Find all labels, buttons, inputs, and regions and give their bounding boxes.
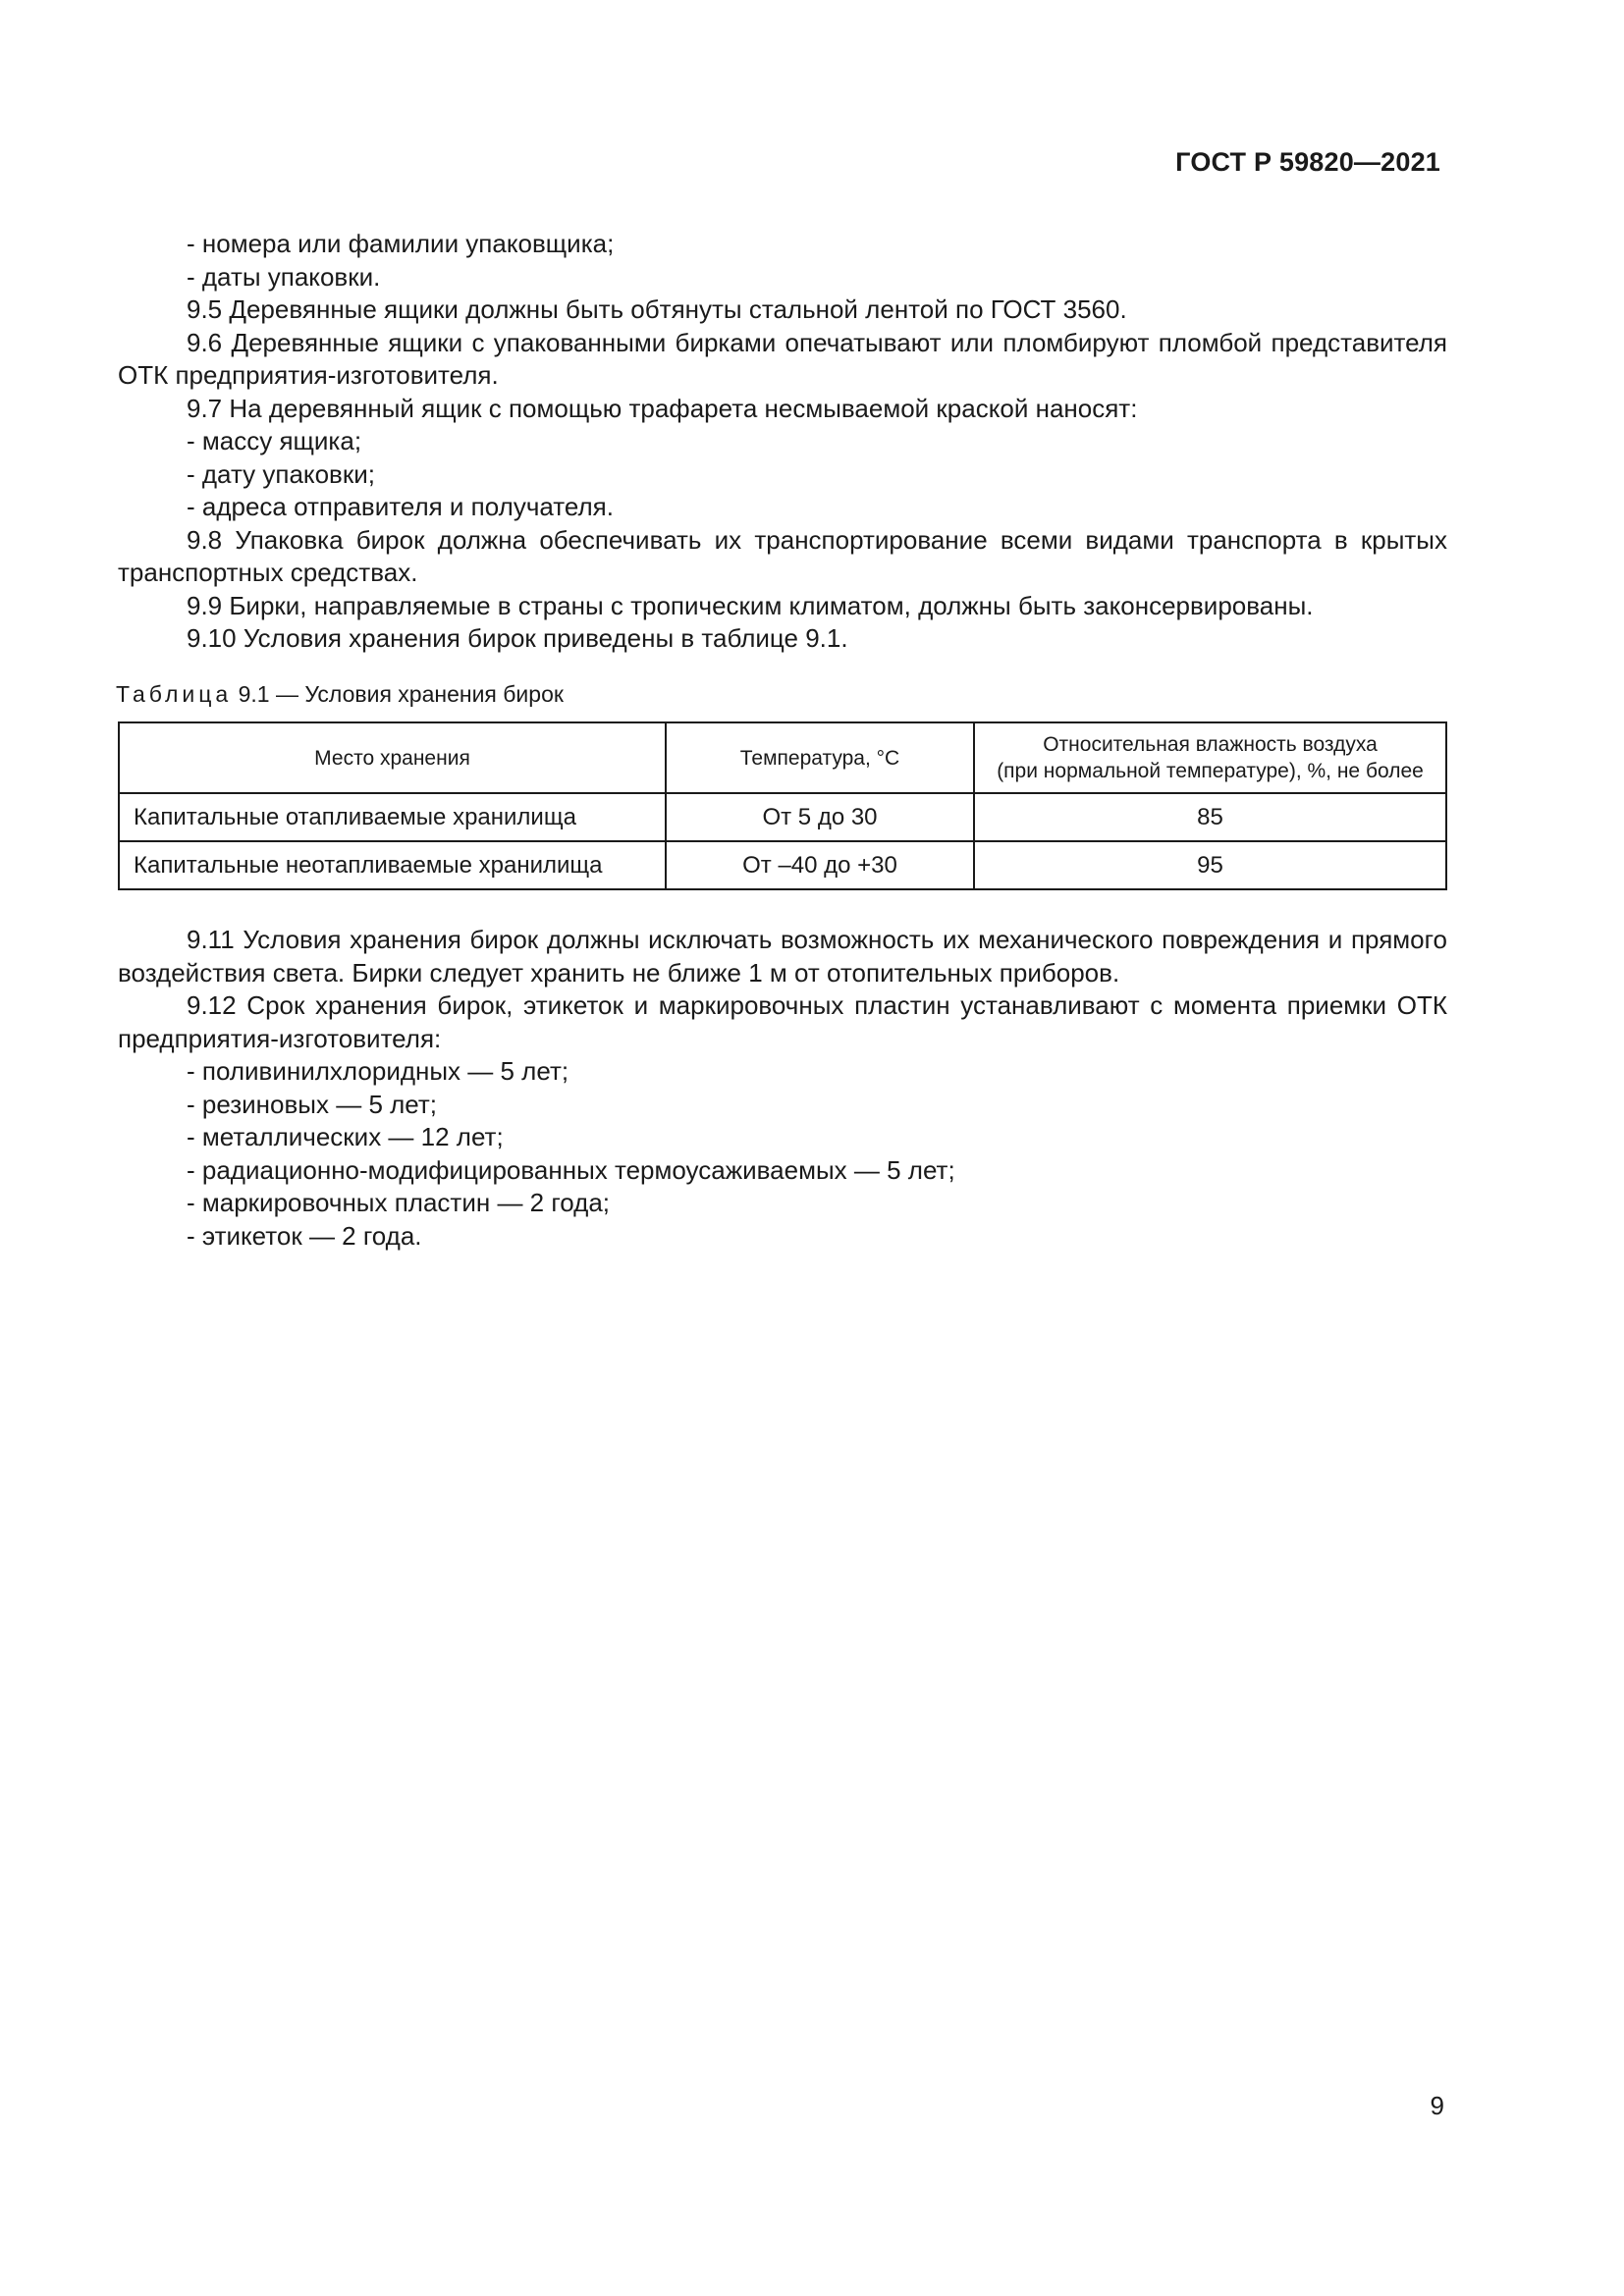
cell-humidity: 95 [974,841,1446,889]
cell-place: Капитальные неотапливаемые хранилища [119,841,666,889]
paragraph-9-5: 9.5 Деревянные ящики должны быть обтянуты стальной лентой по ГОСТ 3560. [187,294,1127,324]
list-item: - адреса отправителя и получателя. [187,492,614,521]
paragraph-9-6: 9.6 Деревянные ящики с упакованными бирками опечатывают или пломбируют пломбой представителя ОТК предприятия-изготовителя. [118,327,1447,390]
table-header-row [119,722,1446,793]
paragraph-9-7: 9.7 На деревянный ящик с помощью трафарета несмываемой краской наносят: [187,393,1138,423]
paragraph-9-11: 9.11 Условия хранения бирок должны исключать возможность их механического повреждения и прямого воздействия света. Бирки следует хранить не ближе 1 м от отопительных приборов. [118,925,1447,988]
cell-humidity: 85 [974,793,1446,841]
list-item: - металлических — 12 лет; [187,1122,504,1151]
paragraph-9-9: 9.9 Бирки, направляемые в страны с тропическим климатом, должны быть законсервированы. [187,590,1314,620]
text-block-bottom [118,924,1447,1253]
header-humidity-line2: (при нормальной температуре), %, не более [997,760,1424,782]
header-place: Место хранения [119,722,666,793]
list-item: - этикеток — 2 года. [187,1220,422,1251]
table-row [119,793,1446,841]
paragraph-9-8: 9.8 Упаковка бирок должна обеспечивать их транспортирование всеми видами транспорта в крытых транспортных средствах. [118,524,1447,587]
list-item: - массу ящика; [187,426,362,455]
cell-temperature: От –40 до +30 [666,841,974,889]
text-block-top [118,228,1447,656]
list-item: - маркировочных пластин — 2 года; [187,1188,611,1217]
paragraph-9-10: 9.10 Условия хранения бирок приведены в таблице 9.1. [187,623,848,653]
header-humidity [974,722,1446,793]
list-item: - дату упаковки; [187,458,375,489]
list-item: - даты упаковки. [187,261,381,292]
list-item: - поливинилхлоридных — 5 лет; [187,1056,569,1086]
header-humidity-line1: Относительная влажность воздуха [1043,733,1378,756]
cell-place: Капитальные отапливаемые хранилища [119,793,666,841]
table-caption [116,681,564,708]
table-caption-prefix: Таблица [116,681,233,707]
list-item: - резиновых — 5 лет; [187,1089,438,1119]
table-row [119,841,1446,889]
list-item: - номера или фамилии упаковщика; [187,229,615,258]
storage-conditions-table [118,721,1447,890]
paragraph-9-12: 9.12 Срок хранения бирок, этикеток и маркировочных пластин устанавливают с момента приемки ОТК предприятия-изготовителя: [118,990,1447,1053]
header-temperature: Температура, °С [666,722,974,793]
list-item: - радиационно-модифицированных термоусаживаемых — 5 лет; [187,1154,955,1185]
document-code-header: ГОСТ Р 59820—2021 [1175,147,1440,177]
page-number: 9 [1430,2091,1444,2120]
cell-temperature: От 5 до 30 [666,793,974,841]
table-caption-text: 9.1 — Условия хранения бирок [232,681,564,707]
